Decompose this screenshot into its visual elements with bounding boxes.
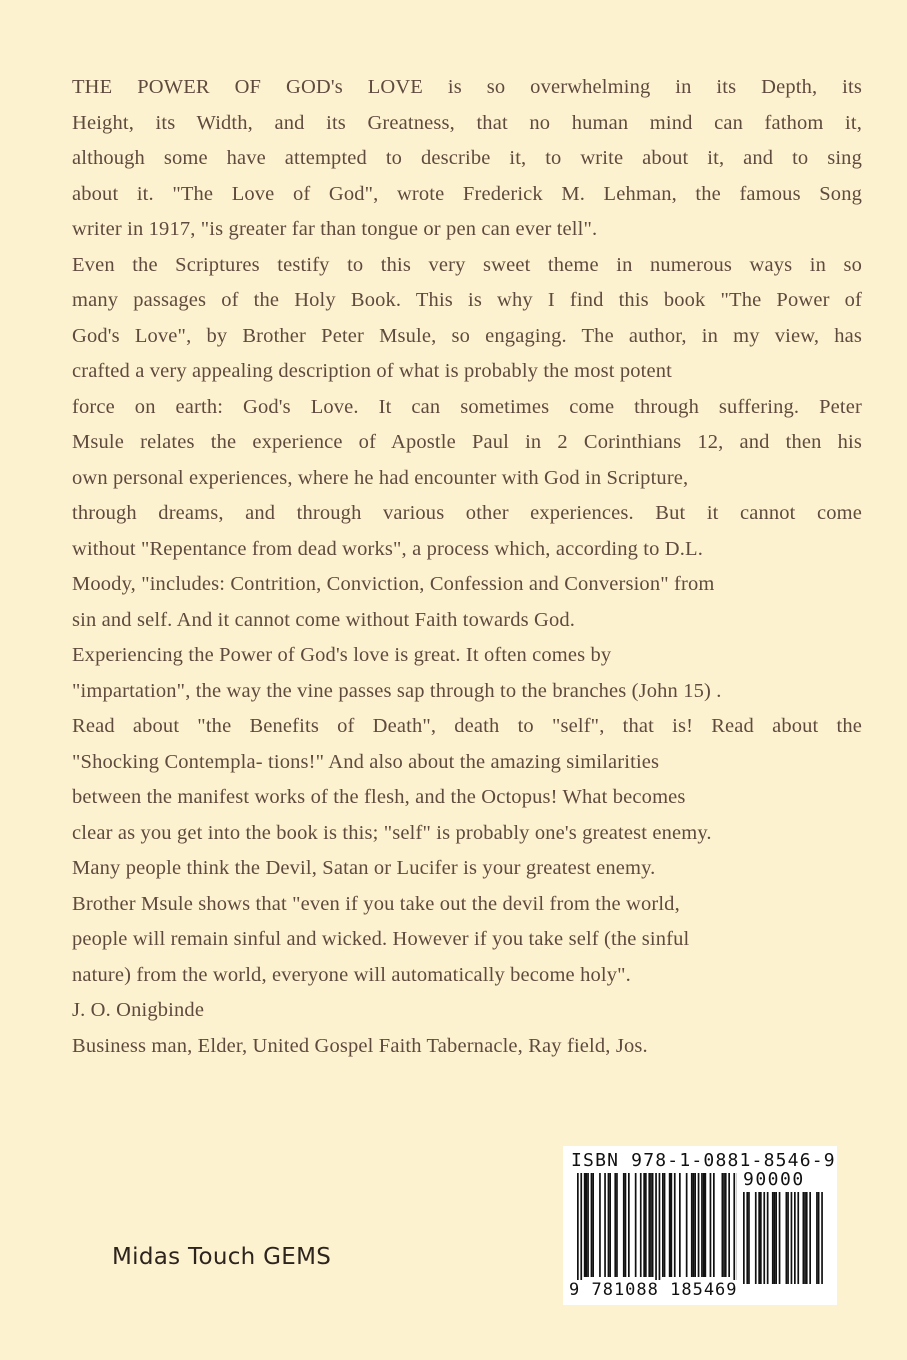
barcode-bar bbox=[577, 1173, 579, 1285]
barcode-bar bbox=[659, 1173, 661, 1285]
barcode-bar bbox=[703, 1173, 705, 1277]
barcode-bar bbox=[584, 1173, 586, 1277]
barcode-bar bbox=[723, 1173, 725, 1277]
addon-bar bbox=[809, 1192, 811, 1284]
barcode-bar bbox=[725, 1173, 727, 1277]
blurb-line: Read about "the Benefits of Death", death to "self", that is! Read about the bbox=[72, 715, 862, 737]
blurb-line: many passages of the Holy Book. This is why I find this book "The Power of bbox=[72, 289, 862, 311]
barcode-bar bbox=[698, 1173, 700, 1277]
barcode-bar bbox=[693, 1173, 695, 1277]
blurb-line: clear as you get into the book is this; "self" is probably one's greatest enemy. bbox=[72, 821, 712, 844]
barcode-bar bbox=[669, 1173, 671, 1277]
blurb-line: writer in 1917, "is greater far than tongue or pen can ever tell". bbox=[72, 218, 598, 240]
barcode-bar bbox=[728, 1173, 730, 1277]
author-name: J. O. Onigbinde bbox=[72, 999, 205, 1021]
blurb-line: God's Love", by Brother Peter Msule, so engaging. The author, in my view, has bbox=[72, 324, 862, 347]
addon-bar bbox=[816, 1192, 818, 1284]
barcode-bar bbox=[616, 1173, 618, 1277]
blurb-line: Many people think the Devil, Satan or Lucifer is your greatest enemy. bbox=[72, 857, 656, 879]
addon-bar bbox=[791, 1192, 793, 1284]
blurb-line: own personal experiences, where he had encounter with God in Scripture, bbox=[72, 466, 689, 489]
blurb-line: sin and self. And it cannot come without Faith towards God. bbox=[72, 608, 576, 631]
barcode-bar bbox=[733, 1173, 735, 1285]
addon-bar bbox=[818, 1192, 820, 1284]
blurb-line: Brother Msule shows that "even if you take out the devil from the world, bbox=[72, 892, 680, 915]
addon-bar bbox=[779, 1192, 781, 1284]
blurb-line: Even the Scriptures testify to this very sweet theme in numerous ways in so bbox=[72, 253, 862, 276]
barcode-bar bbox=[705, 1173, 707, 1277]
blurb-line: although some have attempted to describe it, to write about it, and to sing bbox=[72, 147, 862, 169]
price-code: 90000 bbox=[743, 1169, 805, 1190]
barcode-bar bbox=[608, 1173, 610, 1277]
barcode-bar bbox=[628, 1173, 630, 1277]
barcode-bar bbox=[701, 1173, 703, 1277]
addon-bar bbox=[743, 1192, 745, 1284]
addon-bar bbox=[758, 1192, 760, 1284]
barcode-bar bbox=[691, 1173, 693, 1277]
addon-bar bbox=[797, 1192, 799, 1284]
barcode-bar bbox=[655, 1173, 657, 1285]
barcode-bar bbox=[580, 1173, 582, 1285]
barcode-bar bbox=[722, 1173, 724, 1277]
barcode-bar bbox=[609, 1173, 611, 1277]
barcode-bar bbox=[648, 1173, 650, 1277]
blurb-line: Height, its Width, and its Greatness, that no human mind can fathom it, bbox=[72, 111, 862, 134]
addon-bar bbox=[755, 1192, 757, 1284]
addon-bar bbox=[746, 1192, 748, 1284]
blurb-line: through dreams, and through various other experiences. But it cannot come bbox=[72, 502, 862, 524]
blurb-line: "impartation", the way the vine passes sap through to the branches (John 15) . bbox=[72, 679, 722, 702]
blurb-line: between the manifest works of the flesh, and the Octopus! What becomes bbox=[72, 786, 686, 808]
blurb-line: Moody, "includes: Contrition, Conviction, Confession and Conversion" from bbox=[72, 573, 715, 595]
addon-bar bbox=[794, 1192, 796, 1284]
barcode-bar bbox=[710, 1173, 712, 1277]
blurb-line: Experiencing the Power of God's love is great. It often comes by bbox=[72, 644, 612, 666]
addon-bar bbox=[806, 1192, 808, 1284]
barcode-bar bbox=[671, 1173, 673, 1277]
addon-bar bbox=[786, 1192, 788, 1284]
barcode-bar bbox=[674, 1173, 676, 1277]
barcode-bar bbox=[640, 1173, 642, 1277]
barcode-bar bbox=[645, 1173, 647, 1277]
barcode-bar bbox=[586, 1173, 588, 1277]
addon-barcode-bars bbox=[743, 1192, 829, 1288]
addon-bar bbox=[804, 1192, 806, 1284]
blurb-line: force on earth: God's Love. It can sometimes come through suffering. Peter bbox=[72, 395, 862, 418]
barcode-bar bbox=[592, 1173, 594, 1277]
author-title: Business man, Elder, United Gospel Faith Tabernacle, Ray field, Jos. bbox=[72, 1034, 648, 1057]
isbn-label: ISBN 978-1-0881-8546-9 bbox=[571, 1150, 836, 1171]
barcode-bar bbox=[694, 1173, 696, 1277]
addon-bar bbox=[767, 1192, 769, 1284]
blurb-line: crafted a very appealing description of what is probably the most potent bbox=[72, 360, 672, 382]
addon-bar bbox=[774, 1192, 776, 1284]
isbn-barcode bbox=[563, 1146, 837, 1305]
addon-bar bbox=[772, 1192, 774, 1284]
blurb-line: THE POWER OF GOD's LOVE is so overwhelming in its Depth, its bbox=[72, 76, 862, 98]
barcode-bar bbox=[679, 1173, 681, 1277]
barcode-bar bbox=[713, 1173, 715, 1277]
barcode-bar bbox=[643, 1173, 645, 1277]
barcode-bar bbox=[604, 1173, 606, 1277]
barcode-bar bbox=[635, 1173, 637, 1277]
barcode-bar bbox=[664, 1173, 666, 1277]
barcode-bar bbox=[652, 1173, 654, 1277]
blurb-line: nature) from the world, everyone will automatically become holy". bbox=[72, 963, 631, 986]
addon-bar bbox=[821, 1192, 823, 1284]
blurb-line: people will remain sinful and wicked. However if you take self (the sinful bbox=[72, 928, 690, 950]
blurb-line: without "Repentance from dead works", a process which, according to D.L. bbox=[72, 537, 703, 560]
blurb-line: "Shocking Contempla- tions!" And also about the amazing similarities bbox=[72, 750, 660, 773]
addon-bar bbox=[760, 1192, 762, 1284]
cover-blurb bbox=[72, 70, 862, 1064]
barcode-bar bbox=[623, 1173, 625, 1277]
publisher-name: Midas Touch GEMS bbox=[112, 1244, 332, 1270]
barcode-bar bbox=[599, 1173, 601, 1277]
barcode-bar bbox=[625, 1173, 627, 1277]
barcode-bar bbox=[650, 1173, 652, 1277]
addon-bar bbox=[748, 1192, 750, 1284]
addon-bar bbox=[787, 1192, 789, 1284]
addon-bar bbox=[775, 1192, 777, 1284]
addon-bar bbox=[763, 1192, 765, 1284]
ean-digits: 9 781088 185469 bbox=[569, 1280, 738, 1300]
barcode-bar bbox=[686, 1173, 688, 1277]
barcode-bar bbox=[662, 1173, 664, 1277]
barcode-bar bbox=[591, 1173, 593, 1277]
blurb-line: Msule relates the experience of Apostle Paul in 2 Corinthians 12, and then his bbox=[72, 431, 862, 453]
barcode-bar bbox=[614, 1173, 616, 1277]
ean-barcode-bars bbox=[577, 1173, 737, 1289]
addon-bar bbox=[803, 1192, 805, 1284]
barcode-bar bbox=[587, 1173, 589, 1277]
blurb-line: about it. "The Love of God", wrote Frederick M. Lehman, the famous Song bbox=[72, 182, 862, 205]
